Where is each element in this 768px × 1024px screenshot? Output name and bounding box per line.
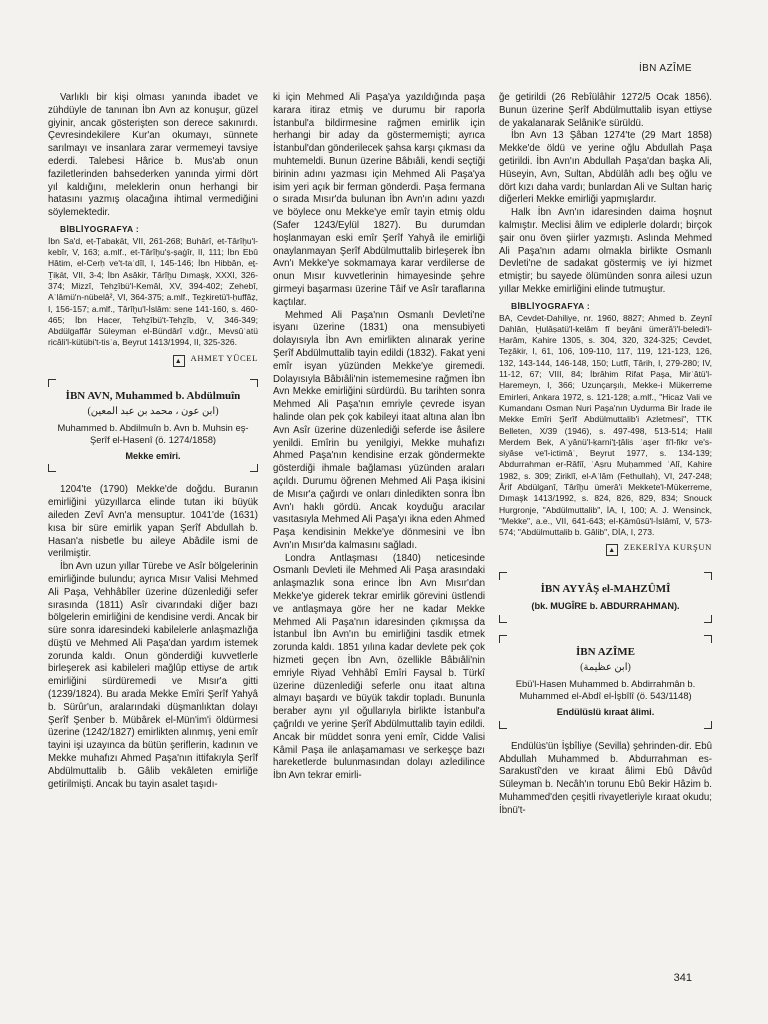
author-name: AHMET YÜCEL	[190, 352, 258, 363]
bibliography	[499, 313, 712, 539]
paragraph: İbn Avn uzun yıllar Türebe ve Asîr bölgelerinin emirliğinde bulundu; ayrıca Mısır Valisi Mehmed Ali Paşa, Vehhâbîler üzerine düzenlediği sefer sırasında (1811) Asîr civarındaki diğer bazı bölgelerin emirliğini de kendisine verdi. Ancak bir süre sonra idaresindeki kabilelerle anlaşmazlığa düştü ve Mehmed Ali Paşa'dan yardım istemek zorunda kaldı. Onun gönderdiği kuvvetlerle birleşerek asi kabileleri mağlûp ettiyse de artık emirliğini sürdüremedi ve Mısır'a gitti (1239/1824). Bu arada Mekke Emîri Şerîf Yahyâ b. Sürûr'un, aralarındaki düşmanlıktan dolayı Şerîf Şenber b. Mübârek el-Mün'im'i öldürmesi üzerine (1242/1827) emirlikten alınmış, yeni emîr tayini işi uzayınca da bütün şeriflerin, kadının ve Mekke muhafızı Ahmed Paşa'nın ittifakıyla Şerîf Abdülmuttalib b. Gâlib vekâleten emirliğe getirilmişti. Ancak bu tayin asalet taşıdı-	[48, 561, 258, 790]
paragraph: Londra Antlaşması (1840) neticesinde Osmanlı Devleti ile Mehmed Ali Paşa arasındaki anlaşmazlık sona erince İbn Avn Mısır'dan Mekke'ye giderek tekrar emirlik görevini üstlendi ve antlaşmaya göre her ne kadar Mekke Mehmed Ali Paşa'nın idaresinden çıkmışsa da İstanbul İbn Avn'ın bu emirliğini tasdik etmek zorunda kaldı. 1851 yılına kadar devlete pek çok hizmeti geçen İbn Avn, özellikle Bâbıâli'nin emriyle Riyad Vehhâbî Emîri Faysal b. Türkî üzerine düzenlediği seferle onu itaat altına almayı başardı ve büyük takdir topladı. Bununla beraber aynı yıl oğullarıyla birlikte İstanbul'a çağrıldı ve yerine Şerîf Abdülmuttalib tayin edildi. Ancak bir müddet sonra yeni emîr, Cidde Valisi Kâmil Paşa ile anlaşamaması ve serkeşçe bazı hareketlerde bulunmasından dolayı azledilince İbn Avn tekrar emirli-	[273, 552, 485, 782]
entry-cross-reference: (bk. MUGÎRE b. ABDURRAHMAN).	[531, 601, 680, 612]
author-signature	[48, 352, 258, 367]
paragraph: İbn Avn 13 Şâban 1274'te (29 Mart 1858) Mekke'de öldü ve yerine oğlu Abdullah Paşa getirildi. İbn Avn'ın Abdullah Paşa'dan başka Ali, Hüseyin, Avn, Sultan, Abdülâh adlı beş oğlu ve dört kızı daha vardı; bunlardan Ali ve Sultan hariç diğerleri Mekke emirliği yapmışlardır.	[499, 130, 712, 206]
bibliography-text: İbn Sa'd, eṭ-Ṭabaḳāt, VII, 261-268; Buhârî, et-Târîḫu'l-kebîr, V, 163; a.mlf., et-Târîḫu'ṣ-ṣaġîr, II, 111; İbn Ebû Hâtim, el-Cerḥ ve't-taʿdîl, I, 145-146; İbn Hibbân, eṯ-Ṯiḳāt, VII, 3-4; İbn Asâkir, Târîḫu Dımaşḳ, XXXI, 326-374; Mizzî, Tehẕîbü'l-Kemâl, XV, 394-402; Zehebî, Aʿlâmü'n-nübelâ², VI, 364-375; a.mlf., Teẕkiretü'l-ḥuffâẓ, I, 156-157; a.mlf., Târîḫu'l-İslâm: sene 141-160, s. 460-465; İbn Hacer, Tehẕîbü't-Tehẕîb, V, 346-349; Abdülgaffâr Süleyman el-Bündârî v.dğr., Mevsûʿatü ricâli'l-kütübi't-tisʿa, Beyrut 1413/1994, II, 325-326.	[48, 235, 258, 348]
running-head: İBN AZÎME	[638, 63, 692, 74]
author-mark-icon: ▲	[606, 544, 618, 556]
entry-header	[48, 379, 258, 473]
column-2	[273, 92, 485, 783]
paragraph: Mehmed Ali Paşa'nın Osmanlı Devleti'ne isyanı üzerine (1831) ona mensubiyeti dolayısıyla İbn Avn emirlikten alınarak yerine Şerîf Abdülmuttalib tayin edildi (1832). Fakat yeni emîr isyan yüzünden Mekke'ye giremedi. Dolayısıyla Bâbıâli'nin istememesine rağmen İbn Avn Mekke emirliğini sürdürdü. Bu tarihten sonra Mehmed Ali Paşa'nın emriyle çevrede isyan halinde olan pek çok kabileyi itaat altına alan İbn Avn Asîr üzerine düzenlediği seferde ise âsilere yenildi. Emîrin bu yenilgiyi, Mekke muhafızı Ahmed Paşa'nın kendisine erzak göndermekte gösterdiği ihmale bağlaması yüzünden araları açıldı. Durumu öğrenen Mehmed Ali Paşa ikisini de Mısır'a çağırdı ve onları dinledikten sonra İbn Avn'ı haklı gördü. Ancak koyduğu aracılar vasıtasıyla Mehmed Ali Paşa'yı ikna eden Ahmed Paşa kendisinin Mekke'ye dönmesini ve İbn Avn'ın Mısır'da kalmasını sağladı.	[273, 309, 485, 551]
author-mark-icon: ▲	[173, 355, 185, 367]
entry-title: İBN AZÎME	[576, 646, 635, 659]
entry-arabic-title: (ابن عظيمة)	[580, 662, 631, 674]
author-name: ZEKERİYA KURŞUN	[623, 542, 712, 553]
entry-title: İBN AYYÂŞ el-MAHZÛMÎ	[540, 583, 671, 596]
bibliography	[48, 236, 258, 349]
column-3	[499, 92, 712, 818]
paragraph: Varlıklı bir kişi olması yanında ibadet ve zühdüyle de tanınan İbn Avn az konuşur, güzel giyinir, ancak gösterişten son derece sakınırdı. Çevresindekilere Kur'an okumayı, sünnete sarılmayı ve insanlara zarar vermemeyi tavsiye ederdi. Talebesi Hârice b. Mus'ab onun faziletlerinden bahsederken yanında yirmi dört yıl kaldığını, meleklerin onun herhangi bir hatasını yazmış olacağına ihtimal vermediğini söylemektedir.	[48, 92, 258, 219]
bibliography-heading: BİBLİYOGRAFYA :	[60, 223, 139, 234]
entry-full-name: Muhammed b. Abdilmuîn b. Avn b. Muhsin eş-Şerîf el-Hasenî (ö. 1274/1858)	[57, 421, 249, 445]
paragraph: ki için Mehmed Ali Paşa'ya yazıldığında paşa karara itiraz etmiş ve durumu bir raporla İstanbul'a bildirmesine rağmen emirlik için herhangi bir aday da göstermemişti; ayrıca İstanbul'dan gönderilecek şahsa karşı çıkması da muhtemeldi. Bunun üzerine Bâbıâli, kendi seçtiği birinin adını yazması için Mehmed Ali Paşa'ya isim yeri açık bir ferman gönderdi. Paşa fermana o sırada Mısır'da bulunan İbn Avn'ın adını yazdı ve böylece onu Mekke'ye emîr tayin etmiş oldu (Safer 1243/Eylül 1827). Bu durumdan hoşlanmayan eski emîr Şerîf Yahyâ ile emirliği onaylanmayan Şerîf Abdülmuttalib birleşerek İbn Avn'ı Mekke'ye sokmamaya karar verdilerse de onun Mısır kuvvetlerinin himayesinde şehre girmeyi başarması üzerine Tâif ve Asîr taraflarına kaçtılar.	[273, 92, 485, 308]
page-number: 341	[673, 972, 692, 984]
paragraph: Halk İbn Avn'ın idaresinden daima hoşnut kalmıştır. Meclisi âlim ve ediplerle dolardı; birçok şair onu öven şiirler yazmıştı. Aslında Mehmed Ali Paşa'nın adamı olmakla birlikte Osmanlı Devleti'ne de sadakat göstermiş ve iyi hizmet etmiştir; bu sayede ölümünden sonra ailesi uzun yıllar Mekke emirliğini elinde tutmuştur.	[499, 207, 712, 295]
entry-description: Mekke emîri.	[125, 450, 181, 461]
paragraph: ğe getirildi (26 Rebîülâhir 1272/5 Ocak 1856). Bunun üzerine Şerîf Abdülmuttalib isyan ettiyse de yakalanarak Selânik'e sürüldü.	[499, 92, 712, 129]
bibliography-heading: BİBLİYOGRAFYA :	[511, 300, 590, 311]
entry-header	[499, 572, 712, 623]
column-1	[48, 92, 258, 791]
entry-arabic-title: (ابن عون ، محمد بن عبد المعين)	[87, 405, 219, 417]
paragraph: Endülüs'ün İşbîliye (Sevilla) şehrinden-dir. Ebû Abdullah Muhammed b. Abdurrahman es-Sarakustî'den ve kıraat âlimi Ebû Dâvûd Süleyman b. Necâh'ın torunu Ebû Bekir Hâzim b. Muhammed'den çeşitli rivayetleriyle kıraat okudu; İbnü't-	[499, 740, 712, 816]
entry-title: İBN AVN, Muhammed b. Abdülmuîn	[65, 389, 241, 402]
author-signature	[499, 541, 712, 556]
entry-full-name: Ebü'l-Hasen Muhammed b. Abdirrahmân b. Muhammed el-Abdî el-İşbîlî (ö. 543/1148)	[515, 678, 696, 702]
paragraph: 1204'te (1790) Mekke'de doğdu. Buranın emirliğini yüzyıllarca elinde tutan iki büyük aileden Zevî Avn'a mensuptur. 1041'de (1631) kısa bir süre emirlik yapan Şerîf Abdullah b. Hasan'a nisbetle bu aileye Abâdile ismi de verilmiştir.	[48, 484, 258, 560]
entry-description: Endülüslü kıraat âlimi.	[556, 707, 655, 718]
entry-header	[499, 635, 712, 729]
bibliography-text: BA, Cevdet-Dahiliye, nr. 1960, 8827; Ahmed b. Zeynî Dahlân, Ḫulâṣatü'l-kelâm fî beyâni ümerâ'i'l-beledi'l-Ḥarâm, Kahire 1305, s. 304, 320, 324-325; Cevdet, Teẕâkir, I, 61, 106, 109-110, 117, 119, 121-123, 126, 132, 143-144, 146-148, 150; Lutfî, Târih, I, 279-280; IV, 11-12, 67; VIII, 84; İbrâhim Rifat Paşa, Mirʾâtü'l-Ḥaremeyn, I, 366; Uzunçarşılı, Mekke-i Mükerreme Emirleri, Ankara 1972, s. 121-128; a.mlf., "Hicaz Vali ve Kumandanı Osman Nuri Paşa'nın Uydurma Bir İrade ile Mekke Emîri Şerîf Abdülmuttalib'i Azletmesi", TTK Belleten, X/39 (1946), s. 497-498, 513-514; Halil Merdem Bek, Aʿyânü'l-ḳarni'ṯ-ṯâlis ʿaşer fi'l-fikr ve's-siyâse ve'l-ictimâʿ, Beyrut 1977, s. 134-139; Abdurrahman er-Râfiî, ʿAṣru Muḥammed ʿAlî, Kahire 1982, s. 309; Ziriklî, el-Aʿlâm (Fethullah), VI, 247-248; Ârif Abdülganî, Târîḫu ümerâ'i Mekkete'l-Mükerreme, Dımaşk 1413/1992, s. 824, 826, 829, 834; Snouck Hurgronje, "Abdülmuttalib", İA, I, 100; A. J. Wensinck, "Mekke", a.e., VII, 641-643; el-Ḳāmûsü'l-İslâmî, V, 573-574; "Abdülmuttalib b. Gâlib", DİA, I, 273.	[499, 312, 712, 538]
